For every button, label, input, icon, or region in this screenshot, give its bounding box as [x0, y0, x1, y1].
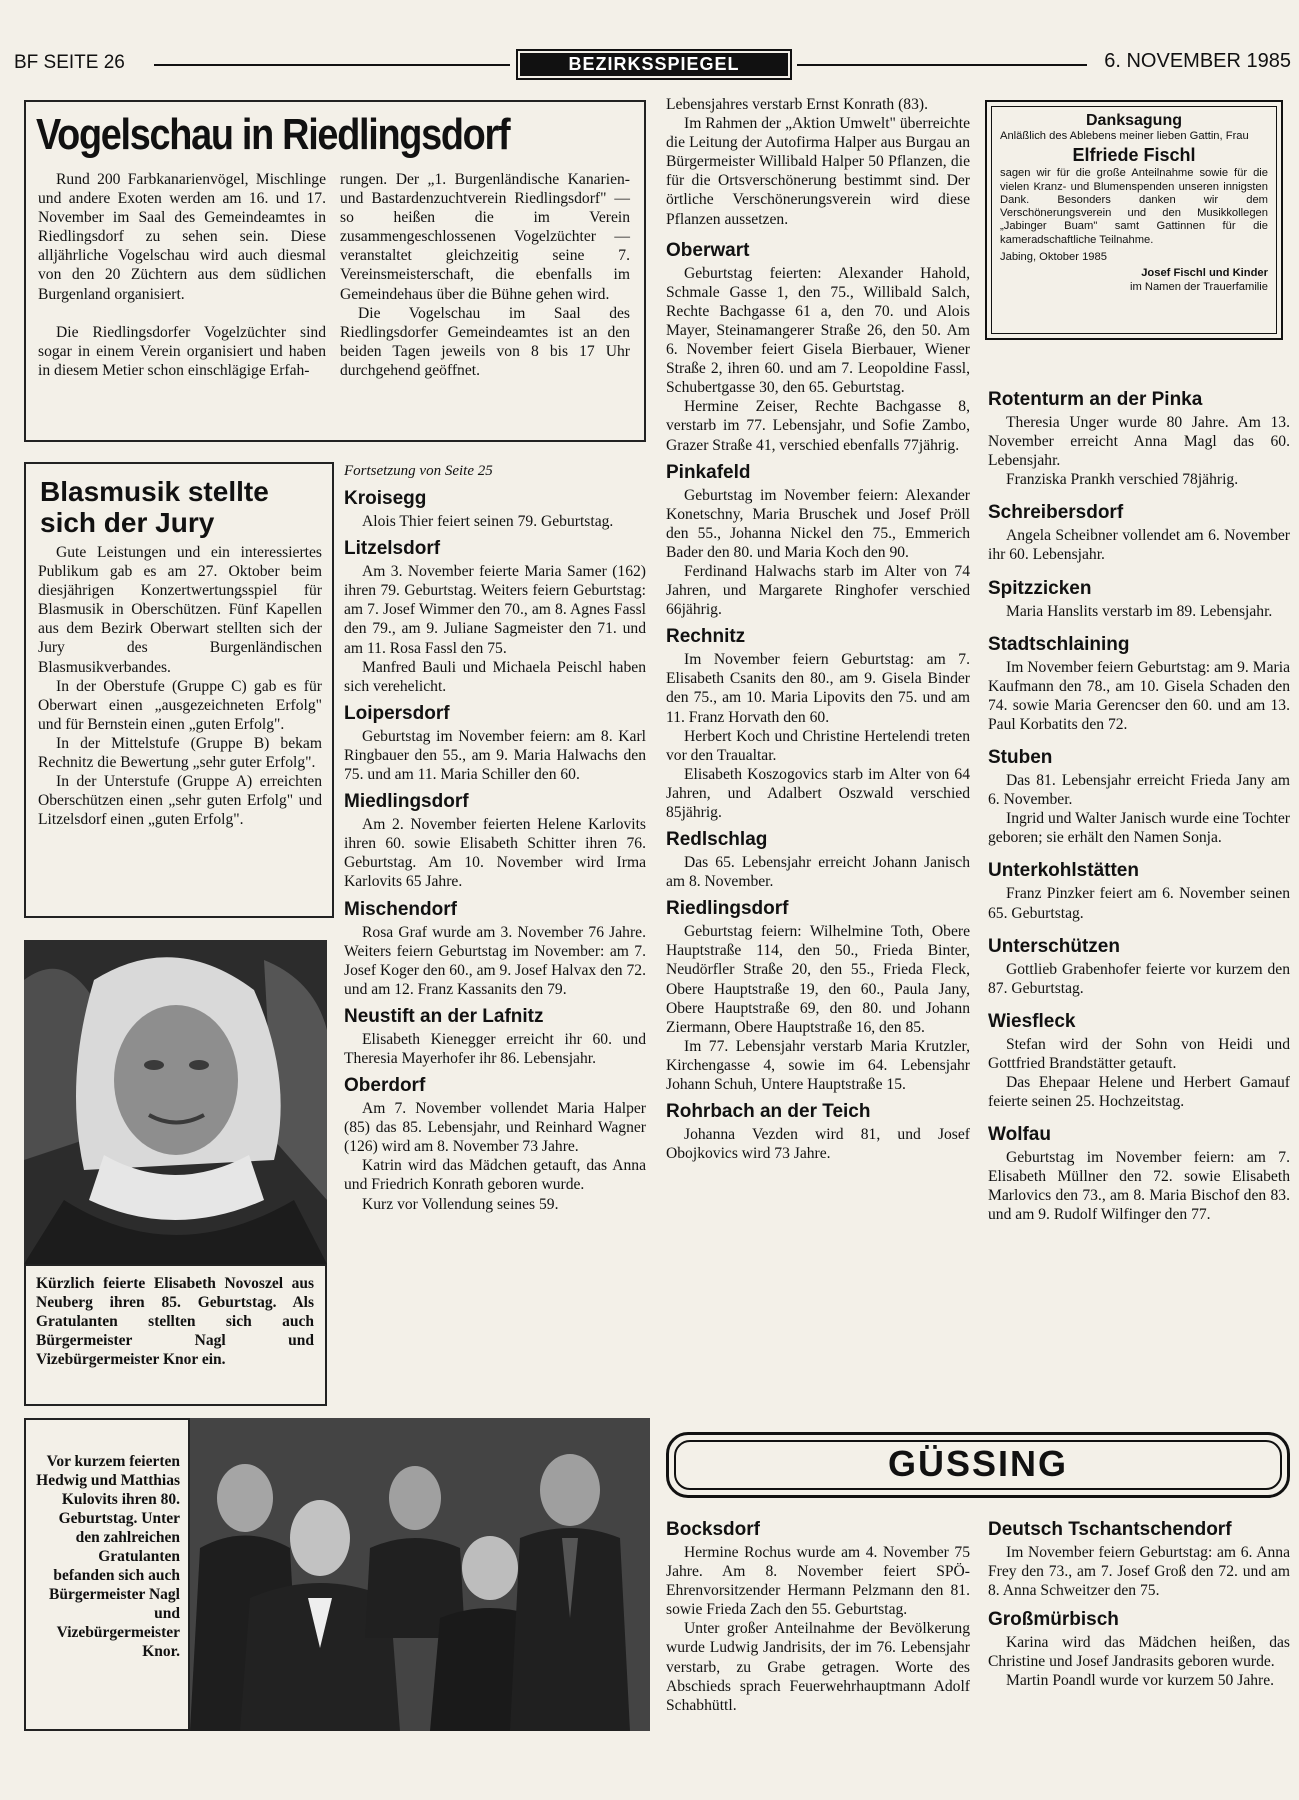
section-para: Ferdinand Halwachs starb im Alter von 74 Jahren, und Margarete Ringhofer verschied 66jährig.	[666, 562, 970, 619]
blasmusik-para: In der Mittelstufe (Gruppe B) bekam Rechnitz die Bewertung „sehr guter Erfolg".	[38, 734, 322, 772]
section-para: Geburtstag im November feiern: Alexander Konetschny, Maria Bruschek und Josef Pröll den 55., Johanna Nickel den 75., Emmerich Bader den 80. und Maria Koch den 90.	[666, 486, 970, 561]
section-heading-rotenturm: Rotenturm an der Pinka	[988, 389, 1203, 410]
vogelschau-para: Die Riedlingsdorfer Vogelzüchter sind sogar in einem Verein organisiert und haben in diesem Metier schon einschlägige Erfah-	[38, 323, 326, 379]
section-para: Das Ehepaar Helene und Herbert Gamauf feierte seinen 25. Hochzeitstag.	[988, 1073, 1290, 1111]
section-para: Geburtstag feiern: Wilhelmine Toth, Obere Hauptstraße 114, den 50., Frieda Binter, Neudörfler Straße 20, den 55., Frieda Fleck, Obere Hauptstraße 19, den 60., Paula Jany, Obere Hauptstraße 69, den 80. und Johann Ziermann, Obere Hauptstraße 16, den 85.	[666, 923, 970, 1036]
guessing-news-left	[666, 1518, 970, 1715]
section-para: Geburtstag im November feiern: am 8. Karl Ringbauer den 55., am 9. Maria Halwachs den 75. und am 11. Maria Schiller den 60.	[344, 727, 646, 784]
blasmusik-para: In der Unterstufe (Gruppe A) erreichten Oberschützen einen „sehr guten Erfolg" und Litzelsdorf einen „guten Erfolg".	[38, 773, 322, 829]
section-para: Unter großer Anteilnahme der Bevölkerung wurde Ludwig Jandrisits, der im 76. Lebensjahr verstarb, zu Grabe getragen. Worte des Abschieds sprach Feuerwehrhauptmann Adolf Schabhüttl.	[666, 1620, 970, 1714]
section-para: Im November feiern Geburtstag: am 6. Anna Frey den 73., am 7. Josef Groß den 72. und am 8. Anna Schweitzer den 75.	[988, 1544, 1290, 1600]
section-heading-oberdorf: Oberdorf	[344, 1075, 426, 1097]
section-para: Franz Pinzker feiert am 6. November seinen 65. Geburtstag.	[988, 885, 1290, 922]
section-heading-litzelsdorf: Litzelsdorf	[344, 538, 441, 560]
section-para: Hermine Zeiser, Rechte Bachgasse 8, verstarb im 77. Lebensjahr, und Sofie Zambo, Grazer Straße 41, verschied ebenfalls 77jährig.	[666, 398, 970, 454]
vogelschau-title: Vogelschau in Riedlingsdorf	[36, 110, 510, 159]
section-para: Stefan wird der Sohn von Heidi und Gottfried Brandstätter getauft.	[988, 1035, 1290, 1072]
section-heading-miedlingsdorf: Miedlingsdorf	[344, 791, 469, 813]
blasmusik-title	[40, 476, 269, 538]
section-para: Am 2. November feierten Helene Karlovits ihren 60. sowie Elisabeth Schitter ihren 76. Geburtstag. Am 10. November wird Irma Karlovits 65 Jahre.	[344, 816, 646, 891]
danksagung-signer-2: im Namen der Trauerfamilie	[1129, 280, 1268, 293]
section-heading-rohrbach: Rohrbach an der Teich	[666, 1101, 871, 1123]
continued-from-note: Fortsetzung von Seite 25	[344, 463, 493, 479]
section-para: Hermine Rochus wurde am 4. November 75 Jahre. Am 8. November feiert SPÖ-Ehrenvorsitzender Hermann Pelzmann den 81. sowie Frieda Zach den 55. Geburtstag.	[666, 1544, 970, 1619]
blasmusik-title-line: Blasmusik stellte	[40, 476, 269, 507]
section-para: Geburtstag feierten: Alexander Hahold, Schmale Gasse 1, den 75., Willibald Salch, Rechte Bachgasse 61 a, den 70. und Alois Mayer, Steinamangerer Straße 26, den 50. Am 6. November feiert Gisela Bierbauer, Wiener Straße 2, ihren 60. und am 7. Leopoldine Fassl, Schubertgasse 30, den 65. Geburtstag.	[666, 264, 970, 397]
section-para: Angela Scheibner vollendet am 6. November ihr 60. Lebensjahr.	[988, 527, 1290, 564]
page-number-label: BF SEITE 26	[14, 52, 125, 73]
section-para: Am 3. November feierte Maria Samer (162) ihren 79. Geburtstag. Weiters feiern Geburtstag: am 7. Josef Wimmer den 70., am 8. Agnes Fassl den 79., am 9. Juliane Sagmeister den 71. und am 11. Rosa Fassl den 75.	[344, 563, 646, 657]
danksagung-name: Elfriede Fischl	[1072, 145, 1196, 166]
section-heading-unterkohlstaetten: Unterkohlstätten	[988, 860, 1139, 882]
section-para: Das 65. Lebensjahr erreicht Johann Janisch am 8. November.	[666, 854, 970, 891]
photo-elisabeth-novoszel	[24, 940, 327, 1264]
local-news-column-3	[666, 95, 970, 1163]
section-para: Elisabeth Koszogovics starb im Alter von 64 Jahren, und Adalbert Oszwald verschied 85jährig.	[666, 765, 970, 821]
section-heading-wolfau: Wolfau	[988, 1124, 1051, 1146]
vogelschau-column-2	[340, 170, 630, 380]
section-heading-bocksdorf: Bocksdorf	[666, 1519, 760, 1540]
section-para: Das 81. Lebensjahr erreicht Frieda Jany am 6. November.	[988, 772, 1290, 809]
section-para: Im November feiern Geburtstag: am 9. Maria Kaufmann den 78., am 10. Gisela Schaden den 74. sowie Maria Gerencser den 60. und am 13. Paul Korbatits den 72.	[988, 658, 1290, 733]
section-heading-kroisegg: Kroisegg	[344, 488, 427, 510]
blasmusik-title-line: sich der Jury	[40, 507, 215, 538]
section-para: Ingrid und Walter Janisch wurde eine Tochter geboren; sie erhält den Namen Sonja.	[988, 810, 1290, 847]
section-para: Maria Hanslits verstarb im 89. Lebensjahr.	[1006, 602, 1273, 620]
section-para: Kurz vor Vollendung seines 59.	[362, 1195, 559, 1213]
section-para: Theresia Unger wurde 80 Jahre. Am 13. November erreicht Anna Magl das 60. Lebensjahr.	[988, 414, 1290, 470]
guessing-banner-label: GÜSSING	[674, 1440, 1282, 1490]
section-heading-stuben: Stuben	[988, 747, 1053, 769]
section-heading-redlschlag: Redlschlag	[666, 829, 768, 851]
section-para: Im 77. Lebensjahr verstarb Maria Krutzler, Kirchengasse 4, sowie im 64. Lebensjahr Johann Schuh, Untere Hauptstraße 15.	[666, 1037, 970, 1094]
guessing-banner	[666, 1432, 1290, 1498]
section-heading-schreibersdorf: Schreibersdorf	[988, 502, 1124, 524]
photo-kulovits-caption-box	[24, 1418, 190, 1731]
section-para: Manfred Bauli und Michaela Peischl haben sich verehelicht.	[344, 658, 646, 695]
section-heading-oberwart: Oberwart	[666, 239, 750, 261]
blasmusik-article	[24, 462, 334, 918]
section-para: Franziska Prankh verschied 78jährig.	[1006, 471, 1239, 489]
section-para: Lebensjahres verstarb Ernst Konrath (83).	[666, 96, 928, 113]
section-para: Elisabeth Kienegger erreicht ihr 60. und Theresia Mayerhofer ihr 86. Lebensjahr.	[344, 1030, 646, 1067]
section-para: Karina wird das Mädchen heißen, das Christine und Josef Jandrasits geboren wurde.	[988, 1634, 1290, 1671]
header-rule-left	[154, 64, 510, 66]
section-para: Rosa Graf wurde am 3. November 76 Jahre. Weiters feiern Geburtstag im November: am 7. Josef Koger den 60., am 9. Josef Halvax den 72. und am 12. Franz Kassanits den 79.	[344, 923, 646, 998]
section-heading-pinkafeld: Pinkafeld	[666, 461, 751, 483]
local-news-column-4	[988, 388, 1290, 1225]
section-para: Johanna Vezden wird 81, und Josef Obojkovics wird 73 Jahre.	[666, 1126, 970, 1163]
group-photo-icon	[190, 1418, 650, 1731]
header-rule-right	[797, 64, 1087, 66]
section-heading-stadtschlaining: Stadtschlaining	[988, 633, 1130, 655]
section-badge	[516, 49, 792, 80]
danksagung-place: Jabing, Oktober 1985	[1000, 251, 1107, 264]
photo-elisabeth-caption-box	[24, 1264, 327, 1406]
issue-date: 6. NOVEMBER 1985	[1104, 50, 1291, 72]
section-para: Im Rahmen der „Aktion Umwelt" überreichte die Leitung der Autofirma Halper aus Burgau an Bürgermeister Willibald Halper 50 Pflanzen, die für die Ortsverschönerung bestimmt sind. Der örtliche Verschönerungsverein wird diese Pflanzen aussetzen.	[666, 115, 970, 228]
section-para: Am 7. November vollendet Maria Halper (85) das 85. Lebensjahr, und Reinhard Wagner (126) wird am 8. November 73 Jahre.	[344, 1100, 646, 1156]
section-heading-wiesfleck: Wiesfleck	[988, 1010, 1076, 1032]
photo-kulovits	[190, 1418, 650, 1731]
section-para: Martin Poandl wurde vor kurzem 50 Jahre.	[1006, 1672, 1275, 1690]
section-heading-loipersdorf: Loipersdorf	[344, 702, 450, 724]
danksagung-intro: Anläßlich des Ablebens meiner lieben Gattin, Frau	[1000, 130, 1249, 142]
section-heading-spitzzicken: Spitzzicken	[988, 577, 1092, 599]
danksagung-inner	[991, 106, 1277, 334]
section-para: Im November feiern Geburtstag: am 7. Elisabeth Csanits den 80., am 9. Gisela Binder den 75., am 10. Maria Lipovits den 75. und am 11. Franz Horvath den 60.	[666, 651, 970, 726]
guessing-news-right	[988, 1518, 1290, 1691]
portrait-photo-icon	[24, 940, 327, 1264]
danksagung-text: sagen wir für die große Anteilnahme sowie für die vielen Kranz- und Blumenspenden unseren innigsten Dank. Besonders danken wir dem Verschönerungsverein und den Musikkollegen „Jabinger Buam" samt Gattinnen für die kameradschaftliche Teilnahme.	[1000, 167, 1268, 246]
vogelschau-para: Rund 200 Farbkanarienvögel, Mischlinge und andere Exoten werden am 16. und 17. November im Saal des Gemeindeamtes in Riedlingsdorf zu sehen sein. Diese alljährliche Vogelschau wird auch diesmal von den 20 Züchtern aus dem südlichen Burgenland organisiert.	[38, 171, 326, 303]
photo-kulovits-caption: Vor kurzem feierten Hedwig und Matthias Kulovits ihren 80. Geburtstag. Unter den zahlreichen Gratulanten befanden sich auch Bürgermeister Nagl und Vizebürgermeister Knor.	[36, 1453, 180, 1660]
section-heading-grossmuerbisch: Großmürbisch	[988, 1609, 1119, 1631]
section-heading-deutsch-tschantschendorf: Deutsch Tschantschendorf	[988, 1519, 1232, 1540]
section-para: Herbert Koch und Christine Hertelendi treten vor den Traualtar.	[666, 727, 970, 764]
vogelschau-para: Die Vogelschau im Saal des Riedlingsdorfer Gemeindeamtes ist an den beiden Tagen jeweils von 8 bis 17 Uhr durchgehend geöffnet.	[340, 304, 630, 379]
section-para: Katrin wird das Mädchen getauft, das Anna und Friedrich Konrath geboren wurde.	[344, 1157, 646, 1194]
section-para: Gottlieb Grabenhofer feierte vor kurzem den 87. Geburtstag.	[988, 960, 1290, 997]
local-news-column-2	[344, 462, 646, 1214]
blasmusik-para: Gute Leistungen und ein interessiertes Publikum gab es am 27. Oktober beim diesjährigen Konzertwertungsspiel für Blasmusik in Oberschützen. Fünf Kapellen aus dem Bezirk Oberwart stellten sich der Jury des Burgenländischen Blasmusikverbandes.	[38, 544, 322, 676]
section-heading-riedlingsdorf: Riedlingsdorf	[666, 898, 789, 920]
section-heading-unterschuetzen: Unterschützen	[988, 935, 1120, 957]
danksagung-signer: Josef Fischl und Kinder	[1141, 267, 1268, 280]
section-badge-label: BEZIRKSSPIEGEL	[520, 53, 788, 76]
vogelschau-column-1	[38, 170, 326, 380]
section-heading-rechnitz: Rechnitz	[666, 626, 746, 648]
danksagung-title: Danksagung	[1085, 112, 1182, 129]
section-heading-mischendorf: Mischendorf	[344, 898, 457, 920]
blasmusik-body	[38, 543, 322, 829]
vogelschau-article	[24, 100, 646, 442]
blasmusik-para: In der Oberstufe (Gruppe C) gab es für Oberwart einen „ausgezeichneten Erfolg" und für Bernstein einen „guten Erfolg".	[38, 677, 322, 733]
vogelschau-para: rungen. Der „1. Burgenländische Kanarien- und Bastardenzuchtverein Riedlingsdorf" — so heißen die im Verein zusammengeschlossenen Vogelzüchter — veranstaltet gleichzeitig seine 7. Vereinsmeisterschaft, die ebenfalls im Gemeindehaus über die Bühne gehen wird.	[340, 171, 630, 303]
section-para: Geburtstag im November feiern: am 7. Elisabeth Müllner den 72. sowie Elisabeth Marlovics den 73., am 8. Maria Bischof den 83. und am 9. Rudolf Wilfinger den 77.	[988, 1149, 1290, 1224]
photo-elisabeth-caption: Kürzlich feierte Elisabeth Novoszel aus Neuberg ihren 85. Geburtstag. Als Gratulanten stellten sich auch Bürgermeister Nagl und Vizebürgermeister Knor ein.	[36, 1275, 314, 1368]
danksagung-notice	[985, 100, 1283, 340]
section-para: Alois Thier feiert seinen 79. Geburtstag.	[362, 513, 614, 531]
section-heading-neustift: Neustift an der Lafnitz	[344, 1005, 544, 1027]
